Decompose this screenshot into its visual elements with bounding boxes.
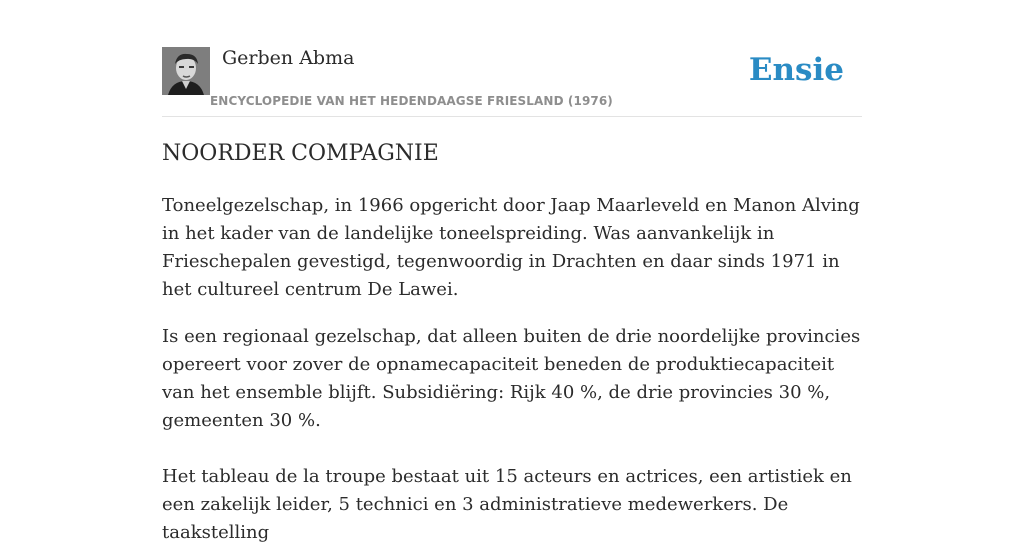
article-title: NOORDER COMPAGNIE: [162, 141, 439, 166]
article-paragraph: Toneelgezelschap, in 1966 opgericht door Jaap Maarleveld en Manon Alving in het kader van de landelijke toneelspreiding. Was aanvankelijk in Frieschepalen gevestigd, tegenwoordig in Drachten en daar sinds 1971 in het cultureel centrum De Lawei.: [162, 195, 860, 300]
author-name[interactable]: Gerben Abma: [222, 47, 355, 69]
source-label[interactable]: ENCYCLOPEDIE VAN HET HEDENDAAGSE FRIESLAND (1976): [210, 94, 613, 108]
article-paragraph: Het tableau de la troupe bestaat uit 15 acteurs en actrices, een artistiek en een zakelijk leider, 5 technici en 3 administratieve medewerkers. De taakstelling: [162, 466, 852, 543]
article-header: [162, 46, 862, 117]
page: [162, 0, 862, 543]
author-avatar[interactable]: [162, 47, 210, 95]
article-body: [162, 138, 862, 547]
article-paragraph: Is een regionaal gezelschap, dat alleen buiten de drie noordelijke provincies opereert voor zover de opnamecapaciteit beneden de produktiecapaciteit van het ensemble blijft. Subsidiëring: Rijk 40 %, de drie provincies 30 %, gemeenten 30 %.: [162, 326, 861, 431]
avatar-portrait-icon: [162, 47, 210, 95]
brand-logo[interactable]: Ensie: [748, 52, 844, 88]
